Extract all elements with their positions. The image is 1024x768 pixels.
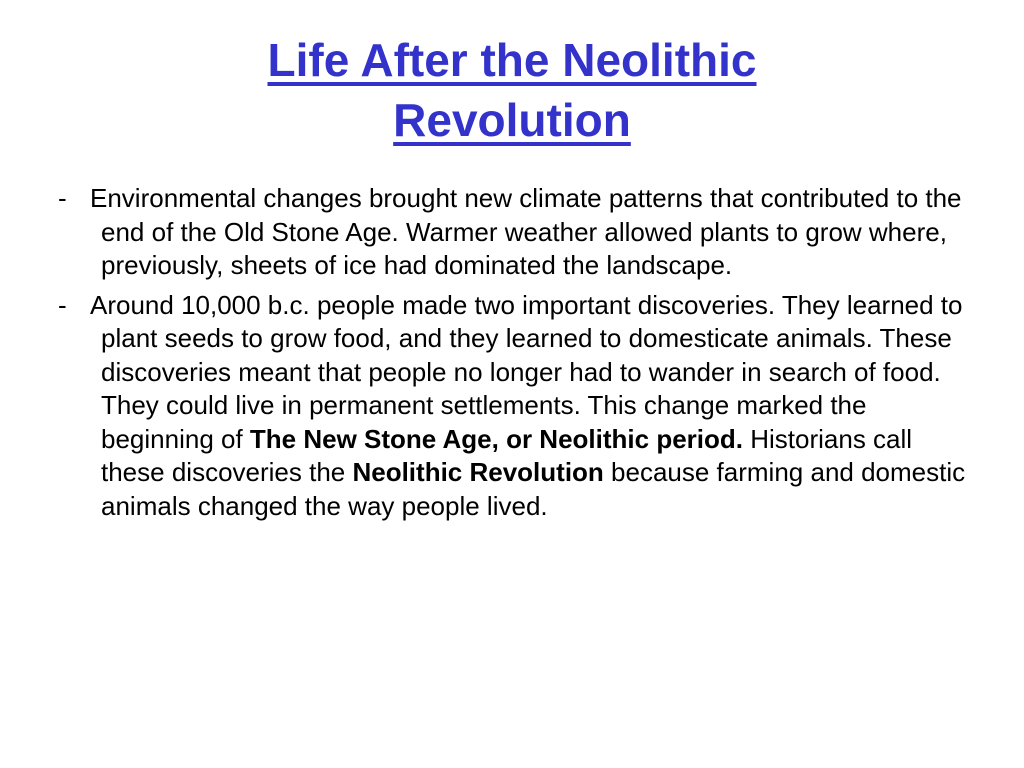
slide-body	[58, 182, 978, 529]
bullet-paragraph-environmental-changes	[58, 182, 978, 283]
paragraph-2-text-c: because farming and domestic animals changed the way people lived.	[101, 457, 966, 521]
slide-title	[60, 30, 964, 150]
bullet-dash: -	[58, 289, 67, 320]
bullet-dash: -	[58, 183, 67, 213]
paragraph-2-bold-neolithic-period: The New Stone Age, or Neolithic period.	[249, 423, 743, 454]
paragraph-2-text-b: Historians call these discoveries the	[101, 423, 913, 487]
paragraph-1-text: Environmental changes brought new climate patterns that contributed to the end of the Old Stone Age. Warmer weather allowed plants to grow where, previously, sheets of ice had dominated the landscape.	[90, 183, 962, 280]
paragraph-2-bold-neolithic-revolution: Neolithic Revolution	[352, 457, 604, 487]
slide-title-line-2: Revolution	[393, 94, 631, 146]
slide-title-line-1: Life After the Neolithic	[267, 34, 757, 86]
bullet-paragraph-neolithic-discoveries	[58, 289, 978, 524]
paragraph-2-text-a: Around 10,000 b.c. people made two important discoveries. They learned to plant seeds to grow food, and they learned to domesticate animals. These discoveries meant that people no longer had to wander in search of food. They could live in permanent settlements. This change marked the beginning of	[90, 289, 963, 454]
